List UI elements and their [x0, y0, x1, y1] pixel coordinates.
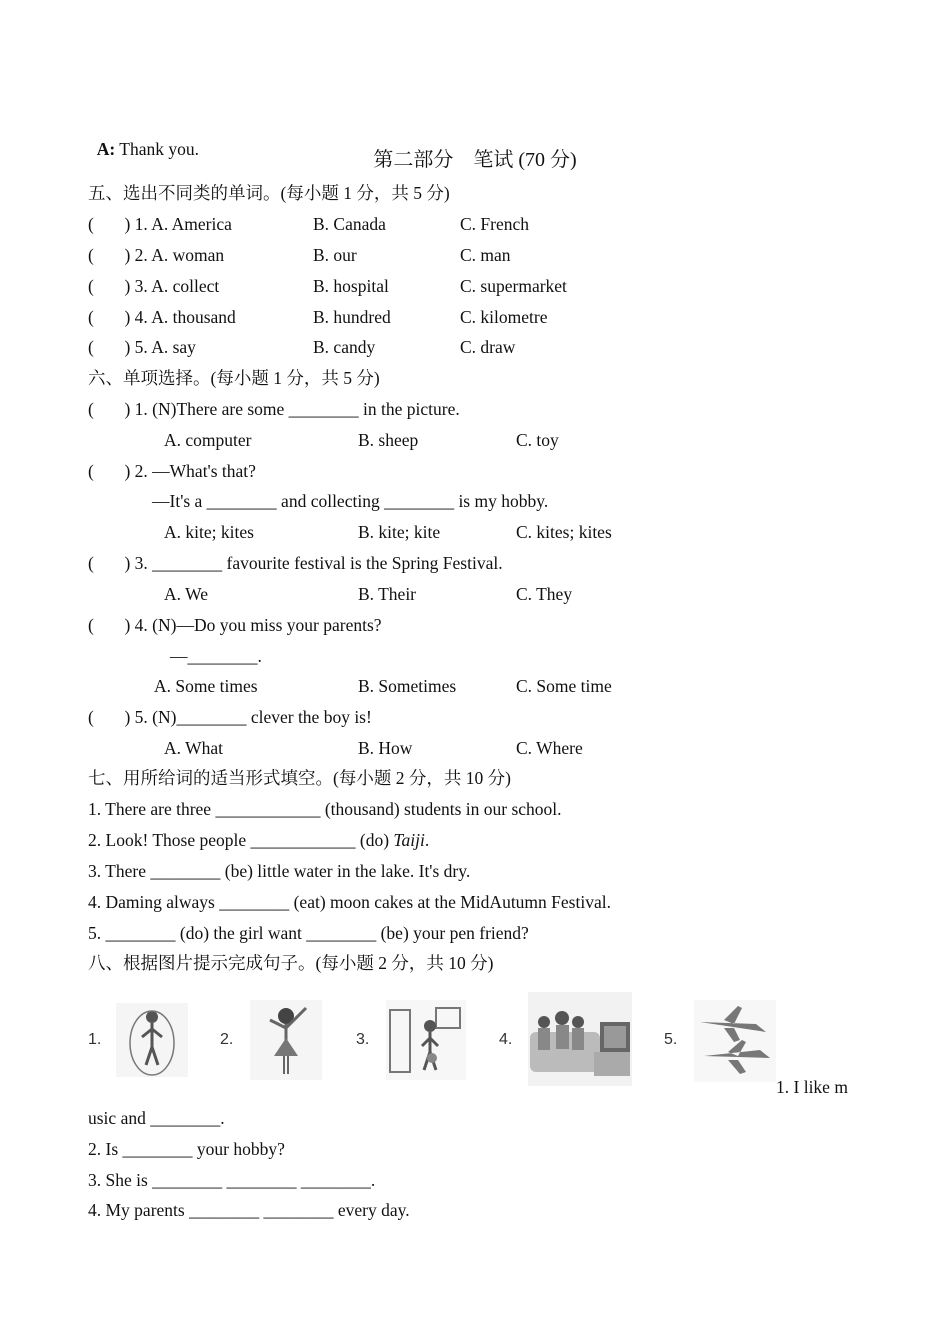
family-watching-tv-picture — [528, 992, 632, 1086]
s6-q1-stem: ( ) 1. (N)There are some ________ in the picture. — [88, 399, 460, 419]
s6-q3-b: B. Their — [358, 584, 417, 604]
pic-number-5: 5. — [664, 1031, 678, 1048]
s6-q4-stem: ( ) 4. (N)—Do you miss your parents? — [88, 615, 382, 635]
s6-q5-a: A. What — [164, 738, 223, 758]
s5-item-2-c: C. man — [460, 245, 511, 265]
s6-q2-a: A. kite; kites — [164, 522, 254, 542]
s7-item-2-italic: Taiji — [393, 830, 425, 850]
section5-heading: 五、选出不同类的单词。(每小题 1 分，共 5 分) — [88, 183, 450, 203]
pic-number-4: 4. — [499, 1031, 513, 1048]
s8-item-2: 2. Is ________ your hobby? — [88, 1139, 285, 1159]
s8-item-3: 3. She is ________ ________ ________. — [88, 1170, 376, 1190]
s6-q2-stem2: —It's a ________ and collecting ________ is my hobby. — [152, 491, 549, 511]
s8-item-1-end: usic and ________. — [88, 1108, 225, 1128]
s5-item-4-c: C. kilometre — [460, 307, 548, 327]
pic-number-1: 1. — [88, 1031, 102, 1048]
s7-item-4: 4. Daming always ________ (eat) moon cakes at the MidAutumn Festival. — [88, 892, 611, 912]
s5-item-1-c: C. French — [460, 214, 530, 234]
s6-q3-stem: ( ) 3. ________ favourite festival is the Spring Festival. — [88, 553, 503, 573]
s6-q1-a: A. computer — [164, 430, 252, 450]
s5-item-5-c: C. draw — [460, 337, 516, 357]
s6-q3-a: A. We — [164, 584, 208, 604]
s6-q4-b: B. Sometimes — [358, 676, 457, 696]
section7-heading: 七、用所给词的适当形式填空。(每小题 2 分，共 10 分) — [88, 768, 511, 788]
dancing-girl-picture — [250, 1000, 322, 1080]
s6-q1-c: C. toy — [516, 430, 559, 450]
dialogue-text: Thank you. — [115, 139, 199, 159]
s7-item-3: 3. There ________ (be) little water in the lake. It's dry. — [88, 861, 471, 881]
s5-item-4: ( ) 4. A. thousand — [88, 307, 236, 327]
s5-item-5: ( ) 5. A. say — [88, 337, 196, 357]
s8-item-1-start: 1. I like m — [776, 1077, 848, 1097]
s8-item-4: 4. My parents ________ ________ every day. — [88, 1200, 410, 1220]
s5-item-1-b: B. Canada — [313, 214, 386, 234]
s6-q5-c: C. Where — [516, 738, 583, 758]
section8-heading: 八、根据图片提示完成句子。(每小题 2 分，共 10 分) — [88, 953, 494, 973]
s5-item-3-b: B. hospital — [313, 276, 389, 296]
s6-q5-b: B. How — [358, 738, 413, 758]
s6-q4-stem2: —________. — [170, 646, 262, 666]
pic-number-2: 2. — [220, 1031, 234, 1048]
airplanes-picture — [694, 1000, 776, 1082]
s6-q5-stem: ( ) 5. (N)________ clever the boy is! — [88, 707, 372, 727]
s6-q1-b: B. sheep — [358, 430, 419, 450]
s5-item-1: ( ) 1. A. America — [88, 214, 232, 234]
s7-item-1: 1. There are three ____________ (thousand) students in our school. — [88, 799, 562, 819]
s6-q2-c: C. kites; kites — [516, 522, 612, 542]
s6-q2-stem: ( ) 2. —What's that? — [88, 461, 256, 481]
s6-q2-b: B. kite; kite — [358, 522, 441, 542]
s6-q3-c: C. They — [516, 584, 573, 604]
s7-item-2 — [88, 829, 429, 851]
pic-number-3: 3. — [356, 1031, 370, 1048]
section6-heading: 六、单项选择。(每小题 1 分，共 5 分) — [88, 368, 380, 388]
speaker-label: A: — [96, 139, 116, 159]
s5-item-3-c: C. supermarket — [460, 276, 567, 296]
s6-q4-a: A. Some times — [154, 676, 258, 696]
jump-rope-girl-picture — [116, 1003, 188, 1077]
girl-at-door-picture — [386, 1000, 466, 1080]
s5-item-4-b: B. hundred — [313, 307, 391, 327]
s7-item-2-pre: 2. Look! Those people ____________ (do) — [88, 830, 394, 850]
s5-item-5-b: B. candy — [313, 337, 376, 357]
s6-q4-c: C. Some time — [516, 676, 612, 696]
s5-item-2-b: B. our — [313, 245, 357, 265]
s7-item-2-post: . — [424, 830, 430, 850]
s5-item-2: ( ) 2. A. woman — [88, 245, 225, 265]
s7-item-5: 5. ________ (do) the girl want ________ (be) your pen friend? — [88, 923, 529, 943]
s5-item-3: ( ) 3. A. collect — [88, 276, 220, 296]
part-title: 第二部分 笔试 (70 分) — [373, 149, 577, 171]
